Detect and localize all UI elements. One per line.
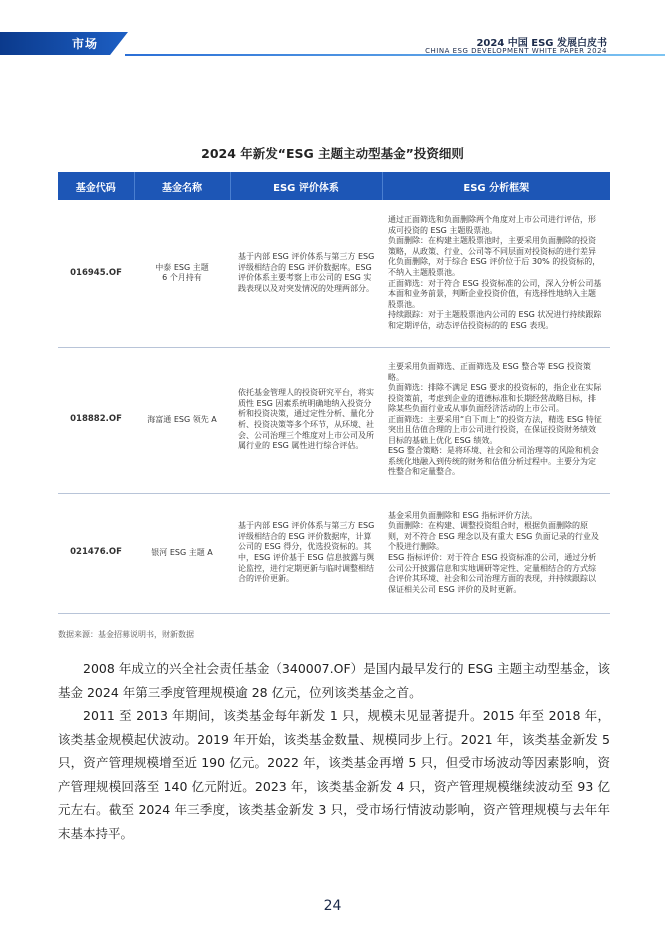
column-header-name: 基金名称 (134, 172, 230, 200)
fund-name-line: 中泰 ESG 主题 (155, 262, 209, 272)
section-label: 市场 (72, 37, 99, 51)
framework-line: 基金采用负面删除和 ESG 指标评价方法。 (388, 510, 538, 520)
fund-code: 021476.OF (58, 493, 134, 613)
framework-line: ESG 指标评价：对于符合 ESG 投资标准的公司，通过分析公司公开披露信息和实地调研等定性、定量相结合的方式综合评价其环境、社会和公司治理方面的表现，并持续跟踪以保证相关公司 ESG 评价的及时更新。 (388, 553, 597, 594)
fund-name (134, 493, 230, 613)
fund-code: 018882.OF (58, 347, 134, 493)
framework-line: 主要采用负面筛选、正面筛选及 ESG 整合等 ESG 投资策略。 (388, 361, 591, 382)
framework-line: ESG 整合策略：是将环境、社会和公司治理等的风险和机会系统化地融入到传统的财务和估值分析过程中。主要分为定性整合和定量整合。 (388, 446, 599, 477)
section-tab (0, 32, 128, 55)
column-header-framework: ESG 分析框架 (382, 172, 610, 200)
esg-fund-table (58, 172, 610, 614)
column-header-system: ESG 评价体系 (230, 172, 382, 200)
column-header-code: 基金代码 (58, 172, 134, 200)
fund-name-line: 6 个月持有 (162, 273, 202, 283)
fund-code: 016945.OF (58, 200, 134, 347)
fund-name-line: 海富通 ESG 领先 A (147, 414, 217, 424)
header-title-en: CHINA ESG DEVELOPMENT WHITE PAPER 2024 (425, 47, 607, 55)
esg-framework (382, 493, 610, 613)
table-row (58, 493, 610, 613)
esg-system: 依托基金管理人的投资研究平台，将实质性 ESG 因素系统明确地纳入投资分析和投资决策，通过定性分析、量化分析、投资决策等多个环节，从环境、社会、公司治理三个维度对上市公司及所属行业的 ESG 属性进行综合评估。 (230, 347, 382, 493)
paragraph: 2008 年成立的兴全社会责任基金（340007.OF）是国内最早发行的 ESG 主题主动型基金，该基金 2024 年第三季度管理规模逾 28 亿元，位列该类基金之首。 (58, 661, 610, 700)
header-title-zh: 2024 中国 ESG 发展白皮书 (476, 38, 607, 49)
framework-line: 持续跟踪：对于主题股票池内公司的 ESG 状况进行持续跟踪和定期评估，动态评估投资标的的 ESG 表现。 (388, 310, 602, 330)
framework-line: 负面删除：在构建、调整投资组合时，根据负面删除的原则，对不符合 ESG 理念以及有重大 ESG 负面记录的行业及个股进行删除。 (388, 521, 599, 552)
framework-line: 正面筛选：对于符合 ESG 投资标准的公司，深入分析公司基本面和业务前景，判断企业投资价值，有选择性地纳入主题股票池。 (388, 278, 602, 309)
esg-system: 基于内部 ESG 评价体系与第三方 ESG 评级相结合的 ESG 评价数据库。ESG 评价体系主要考察上市公司的 ESG 实践表现以及对突发情况的处理两部分。 (230, 200, 382, 347)
page-header (0, 0, 665, 70)
framework-line: 负面删除：在构建主题股票池时，主要采用负面删除的投资策略，从政策、行业、公司等不同层面对投资标的进行差异化负面删除，对于综合 ESG 评价位于后 30% 的投资标的，不纳入主题股票池。 (388, 236, 601, 277)
body-text (58, 657, 610, 845)
framework-line: 通过正面筛选和负面删除两个角度对上市公司进行评估，形成可投资的 ESG 主题股票池。 (388, 215, 596, 235)
esg-framework (382, 347, 610, 493)
esg-framework (382, 200, 610, 347)
esg-system: 基于内部 ESG 评价体系与第三方 ESG 评级相结合的 ESG 评价数据库，计算公司的 ESG 得分，优选投资标的。其中，ESG 评价基于 ESG 信息披露与舆论监控，进行定期更新与临时调整相结合的评价更新。 (230, 493, 382, 613)
fund-name (134, 347, 230, 493)
framework-line: 负面筛选：排除不满足 ESG 要求的投资标的，指企业在实际投资策前，考虑到企业的道德标准和长期经营战略目标，排除某些负面行业或从事负面经济活动的上市公司。 (388, 383, 602, 414)
table-row (58, 347, 610, 493)
framework-line: 正面筛选：主要采用“自下而上”的投资方法，精选 ESG 特征突出且估值合理的上市公司进行投资，在保证投资财务绩效目标的基础上优化 ESG 绩效。 (388, 414, 602, 445)
fund-name (134, 200, 230, 347)
paragraph: 2011 至 2013 年期间，该类基金每年新发 1 只，规模未见显著提升。2015 年至 2018 年，该类基金规模起伏波动。2019 年开始，该类基金数量、规模同步上行。2021 年，该类基金新发 5 只，资产管理规模增至近 190 亿元。2022 年，该类基金再增 5 只，但受市场波动等因素影响，资产管理规模回落至 140 亿元附近。2023 年，该类基金新发 4 只，资产管理规模继续波动至 93 亿元左右。截至 2024 年三季度，该类基金新发 3 只，受市场行情波动影响，资产管理规模与去年年末基本持平。 (58, 708, 610, 841)
data-source-note: 数据来源：基金招募说明书，财新数据 (58, 630, 194, 639)
page-number: 24 (323, 898, 342, 914)
table-title: 2024 年新发“ESG 主题主动型基金”投资细则 (201, 146, 464, 161)
table-row (58, 200, 610, 347)
fund-name-line: 银河 ESG 主题 A (151, 547, 213, 557)
table-header-row (58, 172, 610, 200)
